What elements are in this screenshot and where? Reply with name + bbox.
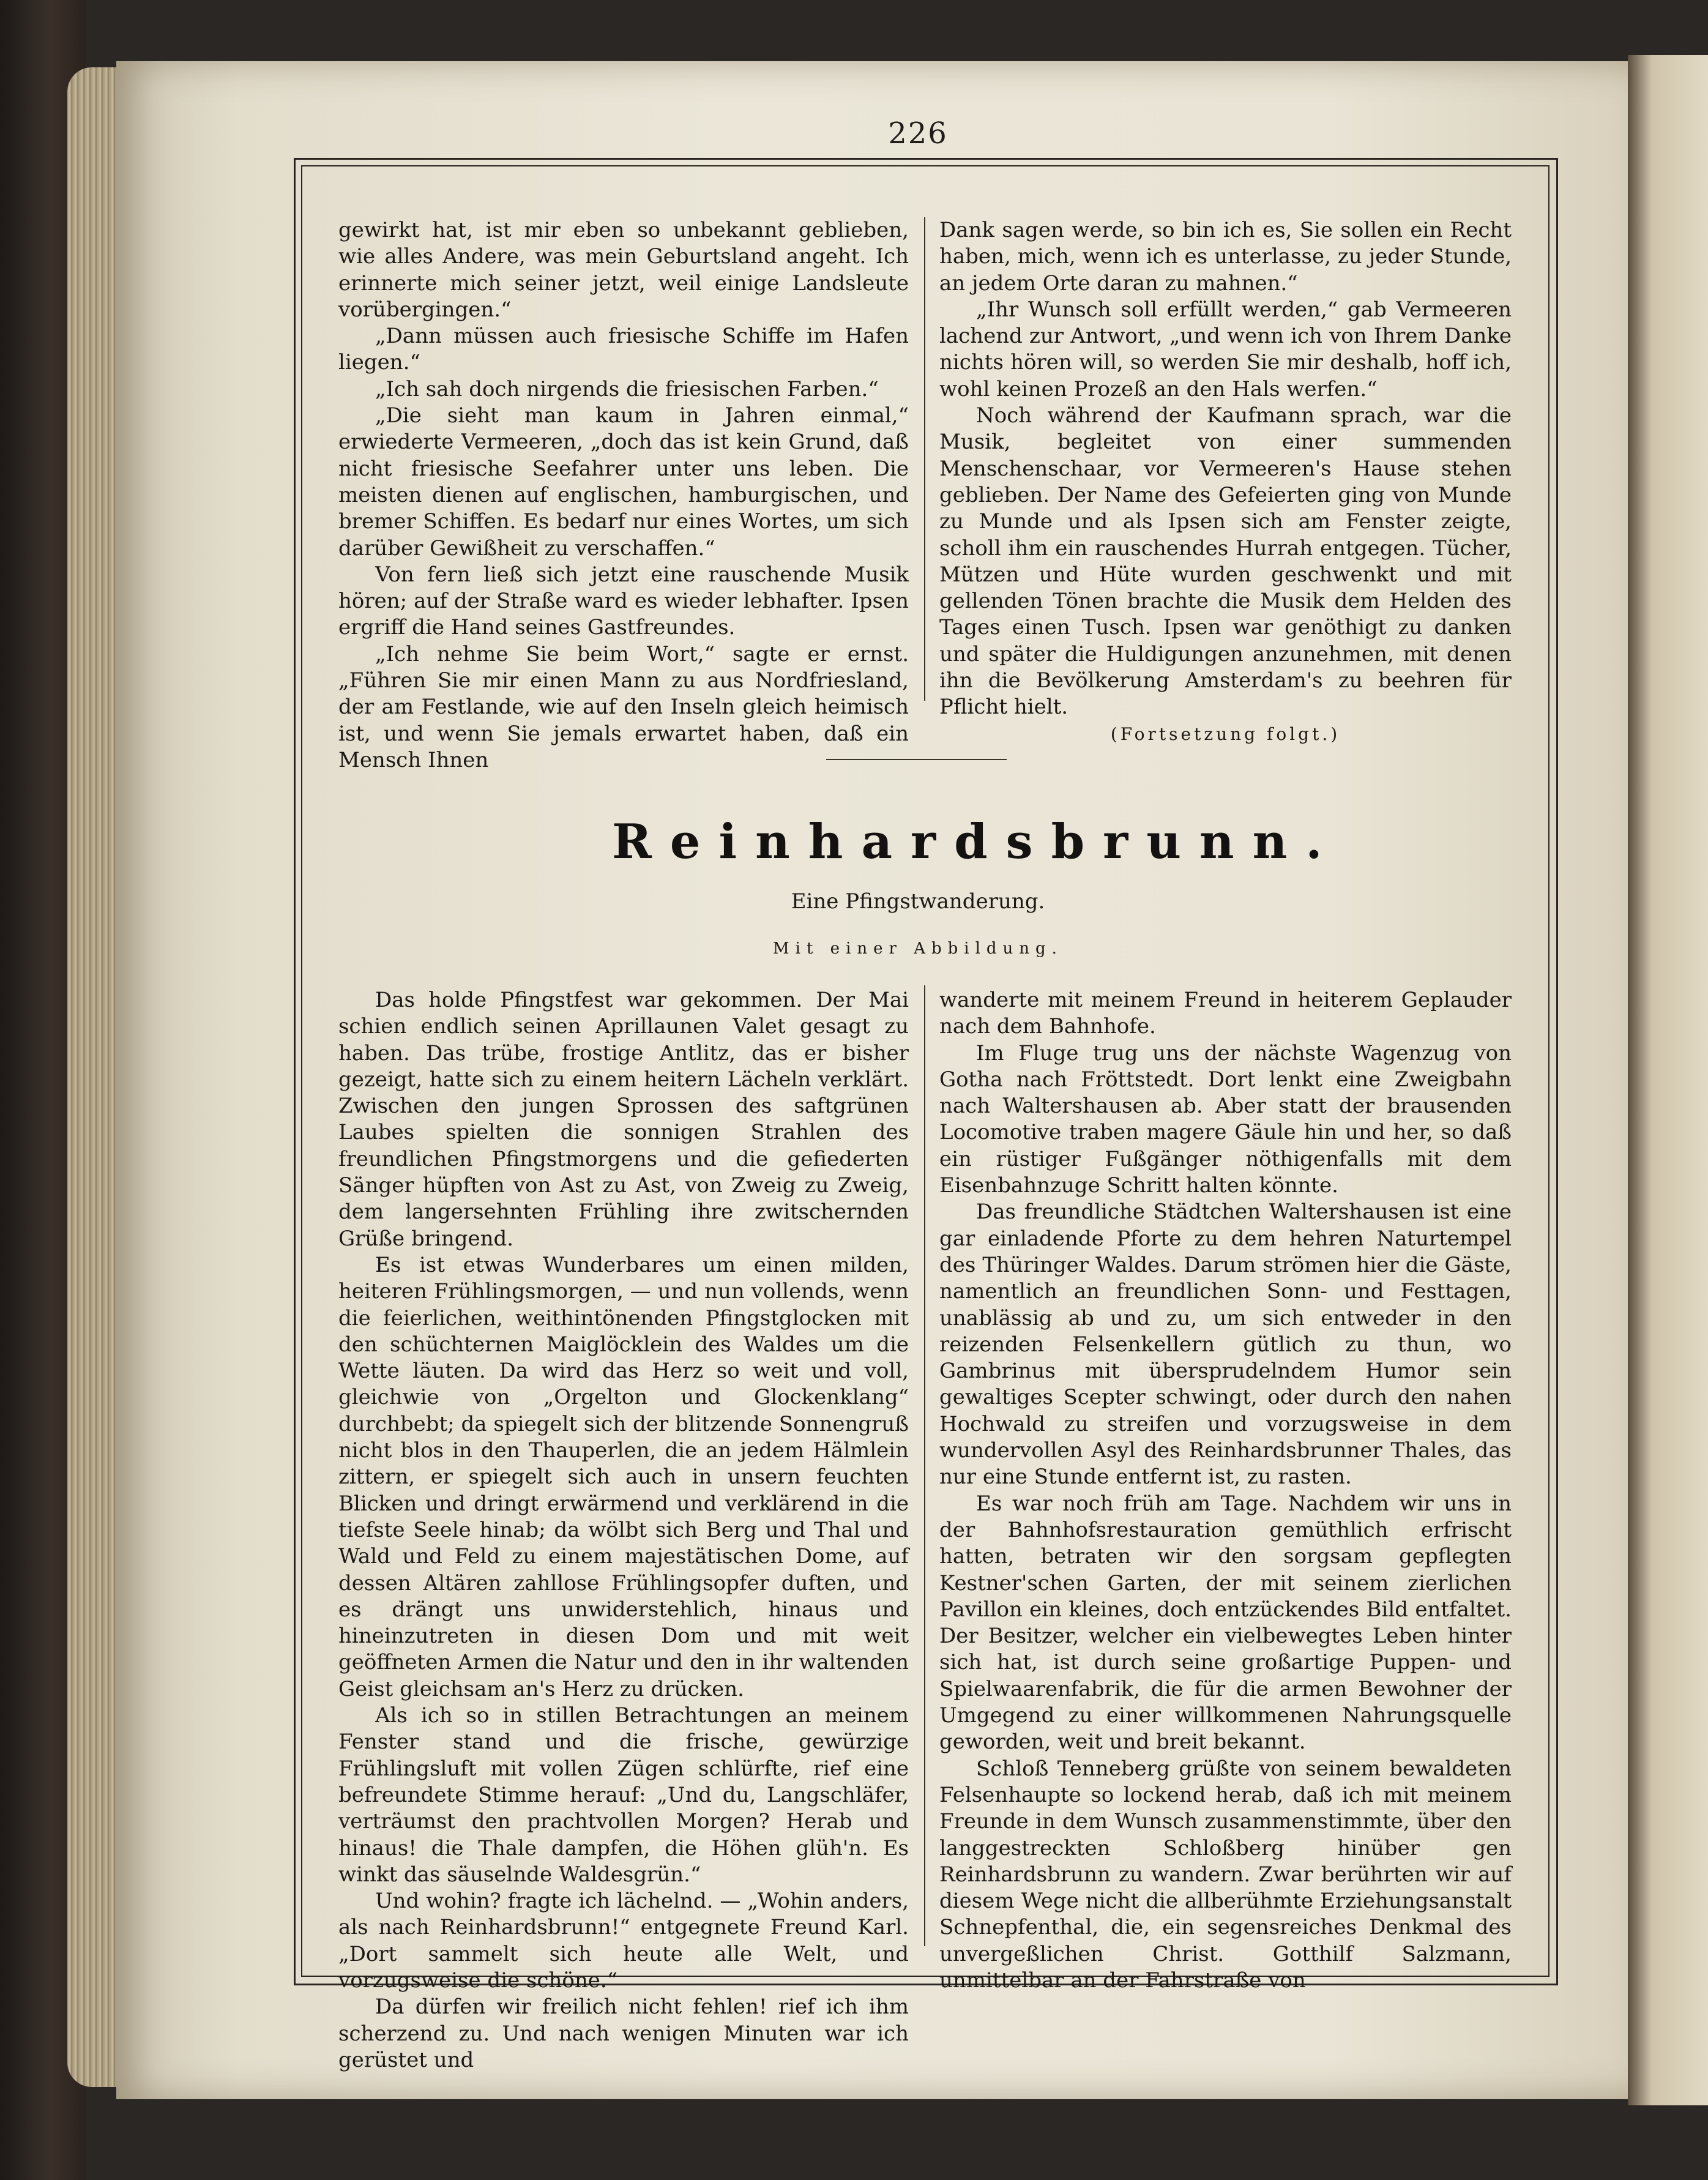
paragraph: Als ich so in stillen Betrachtungen an meinem Fenster stand und die frische, gewürzige Frühlingsluft mit vollen Zügen schlürfte, rief eine befreundete Stimme herauf: „Und du, Langschläfer, verträumst den prachtvollen Morgen? Herab und hinaus! die Thale dampfen, die Höhen glüh'n. Es winkt das säuselnde Waldesgrün.“	[338, 1703, 909, 1887]
article2-right-column	[939, 987, 1512, 1994]
paragraph: Da dürfen wir freilich nicht fehlen! rief ich ihm scherzend zu. Und nach wenigen Minuten war ich gerüstet und	[338, 1995, 909, 2072]
paragraph: Dank sagen werde, so bin ich es, Sie sollen ein Recht haben, mich, wenn ich es unterlasse, zu jeder Stunde, an jedem Orte daran zu mahnen.“	[939, 218, 1512, 296]
continuation-note: (Fortsetzung folgt.)	[1110, 723, 1341, 744]
paragraph: Und wohin? fragte ich lächelnd. — „Wohin anders, als nach Reinhardsbrunn!“ entgegnete Freund Karl. „Dort sammelt sich heute alle Welt, und vorzugsweise die schöne.“	[338, 1889, 909, 1993]
article-title: Reinhardsbrunn.	[612, 814, 1341, 870]
paragraph: Von fern ließ sich jetzt eine rauschende Musik hören; auf der Straße ward es wieder lebhafter. Ipsen ergriff die Hand seines Gastfreundes.	[338, 562, 909, 640]
paragraph: Das holde Pfingstfest war gekommen. Der Mai schien endlich seinen Aprillaunen Valet gesagt zu haben. Das trübe, frostige Antlitz, das er bisher gezeigt, hatte sich zu einem heitern Lächeln verklärt. Zwischen den jungen Sprossen des saftgrünen Laubes spielten die sonnigen Strahlen des freundlichen Pfingstmorgens und die gefiederten Sänger hüpften von Ast zu Ast, von Zweig zu Zweig, dem langersehnten Frühling ihre zwitschernden Grüße bringend.	[338, 988, 909, 1251]
page-number: 226	[888, 116, 948, 151]
paragraph: Es ist etwas Wunderbares um einen milden, heiteren Frühlingsmorgen, — und nun vollends, wenn die feierlichen, weithintönenden Pfingstglocken mit den schüchternen Maiglöcklein des Waldes um die Wette läuten. Da wird das Herz so weit und voll, gleichwie von „Orgelton und Glockenklang“ durchbebt; da spiegelt sich der blitzende Sonnengruß nicht blos in den Thauperlen, die an jedem Hälmlein zittern, er spiegelt sich auch in unsern feuchten Blicken und dringt erwärmend und verklärend in die tiefste Seele hinab; da wölbt sich Berg und Thal und Wald und Feld zu einem majestätischen Dome, auf dessen Altären zahllose Frühlingsopfer duften, und es drängt uns unwiderstehlich, hinaus und hineinzutreten in diesen Dom und mit weit geöffneten Armen die Natur und den in ihr waltenden Geist gleichsam an's Herz zu drücken.	[338, 1252, 909, 1701]
paragraph: Noch während der Kaufmann sprach, war die Musik, begleitet von einer summenden Menschenschaar, vor Vermeeren's Hause stehen geblieben. Der Name des Gefeierten ging von Munde zu Munde und als Ipsen sich am Fenster zeigte, scholl ihm ein rauschendes Hurrah entgegen. Tücher, Mützen und Hüte wurden geschwenkt und mit gellenden Tönen brachte die Musik dem Helden des Tages einen Tusch. Ipsen war genöthigt zu danken und später die Huldigungen anzunehmen, mit denen ihn die Bevölkerung Amsterdam's zu beehren für Pflicht hielt.	[939, 403, 1512, 720]
paragraph: „Ihr Wunsch soll erfüllt werden,“ gab Vermeeren lachend zur Antwort, „und wenn ich von Ihrem Danke nichts hören will, so werden Sie mir deshalb, hoff ich, wohl keinen Prozeß an den Hals werfen.“	[939, 297, 1512, 401]
paragraph: „Ich nehme Sie beim Wort,“ sagte er ernst. „Führen Sie mir einen Mann zu aus Nordfriesland, der am Festlande, wie auf den Inseln gleich heimisch ist, und wenn Sie jemals erwartet haben, daß ein Mensch Ihnen	[338, 641, 909, 772]
column-divider	[924, 985, 925, 1946]
paragraph: „Ich sah doch nirgends die friesischen Farben.“	[375, 376, 879, 401]
article1-right-column	[939, 217, 1512, 747]
column-divider	[924, 217, 925, 701]
paragraph: wanderte mit meinem Freund in heiterem Geplauder nach dem Bahnhofe.	[939, 988, 1512, 1039]
section-rule	[826, 759, 1007, 760]
facing-page-edge	[1628, 55, 1708, 2105]
article1-left-column	[338, 217, 909, 774]
paragraph: gewirkt hat, ist mir eben so unbekannt geblieben, wie alles Andere, was mein Geburtsland angeht. Ich erinnerte mich seiner jetzt, weil einige Landsleute vorübergingen.“	[338, 218, 909, 322]
paragraph: Es war noch früh am Tage. Nachdem wir uns in der Bahnhofsrestauration gemüthlich erfrischt hatten, betraten wir den sorgsam gepflegten Kestner'schen Garten, der mit seinem zierlichen Pavillon ein kleines, doch entzückendes Bild entfaltet. Der Besitzer, welcher ein vielbewegtes Leben hinter sich hat, ist durch seine großartige Puppen- und Spielwaarenfabrik, die für die armen Bewohner der Umgegend zu einer willkommenen Nahrungsquelle geworden, weit und breit bekannt.	[939, 1491, 1512, 1755]
illustration-note: Mit einer Abbildung.	[773, 939, 1063, 958]
article2-left-column	[338, 987, 909, 2074]
article-subtitle: Eine Pfingstwanderung.	[791, 889, 1045, 914]
paragraph: Das freundliche Städtchen Waltershausen ist eine gar einladende Pforte zu dem hehren Naturtempel des Thüringer Waldes. Darum strömen hier die Gäste, namentlich an freundlichen Sonn- und Festtagen, unablässig ab und zu, um sich entweder in den reizenden Felsenkellern gütlich zu thun, wo Gambrinus mit übersprudelndem Humor sein gewaltiges Scepter schwingt, oder durch den nahen Hochwald zu streifen und vorzugsweise in dem wundervollen Asyl des Reinhardsbrunner Thales, das nur eine Stunde entfernt ist, zu rasten.	[939, 1200, 1512, 1490]
paragraph: „Dann müssen auch friesische Schiffe im Hafen liegen.“	[338, 324, 909, 375]
paragraph: Schloß Tenneberg grüßte von seinem bewaldeten Felsenhaupte so lockend herab, daß ich mit meinem Freunde in dem Wunsch zusammenstimmte, über den langgestreckten Schloßberg hinüber gen Reinhardsbrunn zu wandern. Zwar berührten wir auf diesem Wege nicht die allberühmte Erziehungsanstalt Schnepfenthal, die, ein segensreiches Denkmal des unvergeßlichen Christ. Gotthilf Salzmann, unmittelbar an der Fahrstraße von	[939, 1756, 1512, 1993]
paragraph: Im Fluge trug uns der nächste Wagenzug von Gotha nach Fröttstedt. Dort lenkt eine Zweigbahn nach Waltershausen ab. Aber statt der brausenden Locomotive traben magere Gäule hin und her, so daß ein rüstiger Fußgänger nöthigenfalls mit dem Eisenbahnzuge Schritt halten könnte.	[939, 1040, 1512, 1198]
paragraph: „Die sieht man kaum in Jahren einmal,“ erwiederte Vermeeren, „doch das ist kein Grund, daß nicht friesische Seefahrer unter uns leben. Die meisten dienen auf englischen, hamburgischen, und bremer Schiffen. Es bedarf nur eines Wortes, um sich darüber Gewißheit zu verschaffen.“	[338, 403, 909, 561]
